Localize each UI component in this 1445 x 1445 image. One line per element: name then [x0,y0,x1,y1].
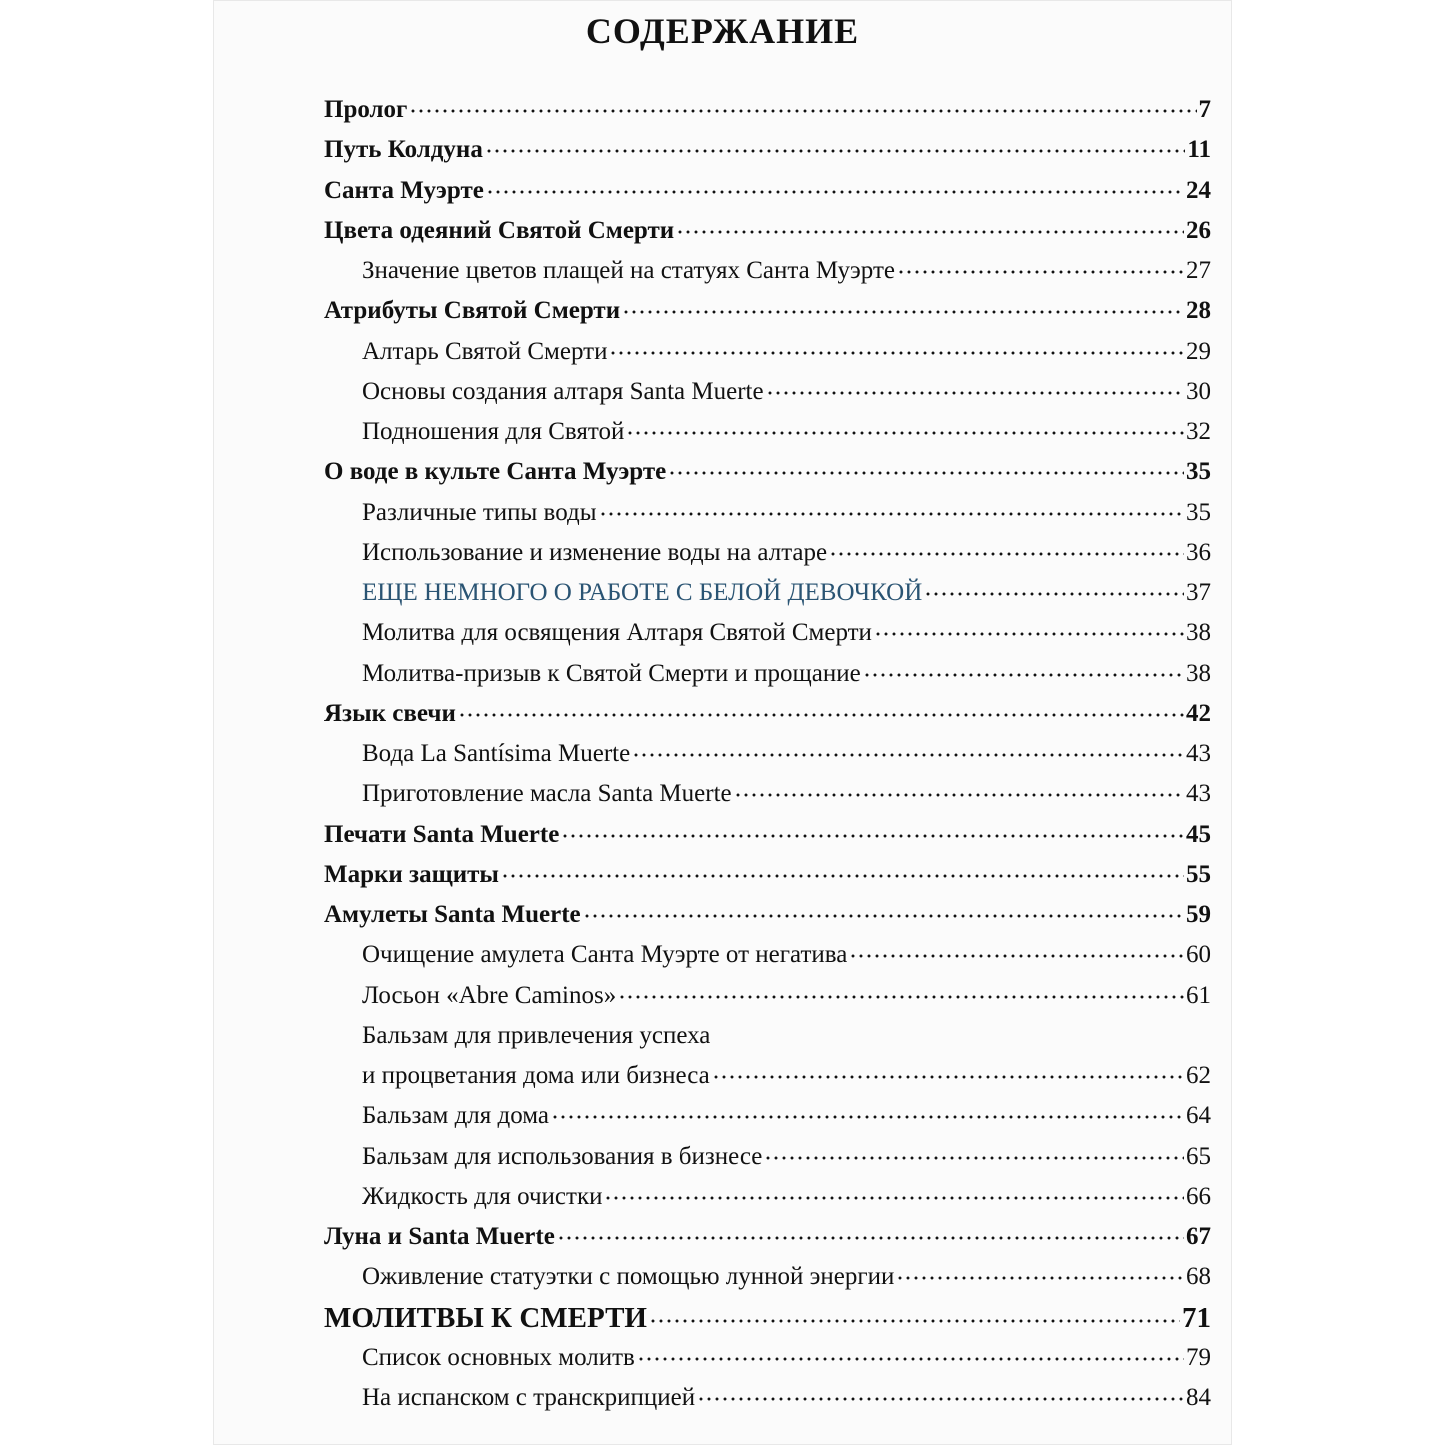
toc-entry-title: Молитва-призыв к Святой Смерти и прощание [362,659,861,687]
dot-leader [766,391,1184,395]
toc-entry-title: Амулеты Santa Muerte [324,901,581,928]
toc-entry [324,1137,1211,1177]
dot-leader [676,230,1184,234]
toc-entry-page: 24 [1186,176,1211,204]
toc-entry-title: Санта Муэрте [324,176,484,204]
toc-entry [324,895,1211,935]
toc-entry [324,774,1211,814]
dot-leader [897,270,1184,274]
dot-leader [618,995,1184,999]
dot-leader [626,431,1184,435]
dot-leader [924,592,1184,596]
toc-entry [324,855,1211,895]
dot-leader [599,512,1185,516]
page-title: СОДЕРЖАНИЕ [585,11,860,51]
toc-entry-title: Луна и Santa Muerte [324,1223,555,1250]
toc-entry-title: Значение цветов плащей на статуях Санта Муэрте [362,257,895,284]
toc-entry-title: Пролог [324,96,408,123]
dot-leader [604,1196,1184,1200]
toc-entry-title: О воде в культе Санта Муэрте [324,458,667,486]
toc-entry-title: Бальзам для дома [362,1102,550,1130]
toc-entry [324,976,1211,1016]
toc-entry-page: 28 [1186,297,1211,325]
toc-entry-title: Атрибуты Святой Смерти [324,297,621,325]
toc-entry [324,1217,1211,1257]
toc-entry-page: 32 [1186,418,1211,445]
toc-entry-page: 64 [1186,1102,1211,1130]
toc-entry [324,90,1211,130]
dot-leader [486,190,1184,194]
toc-entry-page: 84 [1186,1384,1211,1411]
toc-entry-page: 45 [1186,820,1211,848]
toc-entry-title: Использование и изменение воды на алтаре [362,538,828,566]
toc-entry-page: 26 [1186,216,1211,244]
toc-entry-page: 29 [1186,337,1211,365]
dot-leader [649,1319,1180,1323]
toc-entry [324,613,1211,653]
dot-leader [409,109,1196,113]
dot-leader [874,632,1184,636]
dot-leader [637,1357,1184,1361]
toc-entry-title: Различные типы воды [362,498,597,526]
toc-entry [324,1257,1211,1297]
dot-leader [697,1397,1184,1401]
toc-entry-page: 65 [1186,1142,1211,1170]
toc-entry-page: 55 [1186,860,1211,888]
book-page [213,0,1232,1445]
dot-leader [551,1115,1184,1119]
toc-entry [324,372,1211,412]
toc-entry [324,1177,1211,1217]
toc-entry [324,1298,1211,1338]
toc-entry-title: Бальзам для привлечения успеха [362,1021,711,1049]
toc-entry-title: Подношения для Святой [362,418,625,445]
toc-entry-page: 71 [1182,1301,1211,1334]
toc-entry-page: 62 [1186,1062,1211,1089]
toc-entry-title: Приготовление масла Santa Muerte [362,780,732,808]
dot-leader [849,954,1184,958]
toc-entry [324,533,1211,573]
toc-entry [324,1378,1211,1418]
toc-entry [324,1016,1211,1056]
dot-leader [501,874,1184,878]
toc-entry-page: 35 [1186,498,1211,526]
toc-entry-page: 30 [1186,377,1211,405]
toc-entry-page: 43 [1186,780,1211,808]
table-of-contents [324,90,1211,1418]
toc-entry-title: Алтарь Святой Смерти [362,337,608,365]
toc-entry-title: Бальзам для использования в бизнесе [362,1142,763,1170]
toc-entry [324,332,1211,372]
dot-leader [712,1075,1184,1079]
toc-entry-page: 61 [1186,981,1211,1009]
toc-entry-title: ЕЩЕ НЕМНОГО О РАБОТЕ С БЕЛОЙ ДЕВОЧКОЙ [362,579,923,606]
toc-entry-page: 35 [1186,458,1211,486]
toc-entry [324,815,1211,855]
toc-entry-page: 79 [1186,1343,1211,1371]
toc-entry-page: 36 [1186,538,1211,566]
dot-leader [557,1236,1184,1240]
dot-leader [764,1156,1184,1160]
dot-leader [734,793,1184,797]
toc-entry [324,493,1211,533]
toc-entry-page: 11 [1187,136,1211,164]
toc-entry [324,573,1211,613]
toc-entry-title: Молитва для освящения Алтаря Святой Смерти [362,619,872,647]
toc-entry-title: Путь Колдуна [324,136,483,164]
toc-entry-page: 68 [1186,1263,1211,1291]
dot-leader [609,351,1184,355]
dot-leader [632,753,1184,757]
toc-entry [324,654,1211,694]
toc-entry [324,1338,1211,1378]
toc-entry-title: Жидкость для очистки [362,1182,603,1210]
toc-entry [324,171,1211,211]
toc-entry-title: Лосьон «Abre Caminos» [362,981,617,1009]
toc-entry-title: Язык свечи [324,699,456,727]
toc-entry [324,1096,1211,1136]
toc-entry-title: и процветания дома или бизнеса [362,1062,710,1089]
toc-entry [324,412,1211,452]
toc-entry-title: Вода La Santísima Muerte [362,740,631,767]
toc-entry [324,291,1211,331]
toc-entry-title: МОЛИТВЫ К СМЕРТИ [324,1301,647,1334]
toc-entry-page: 59 [1186,901,1211,928]
toc-entry-page: 43 [1186,740,1211,767]
dot-leader [863,673,1184,677]
toc-entry-page: 38 [1186,619,1211,647]
toc-entry-title: Печати Santa Muerte [324,820,560,848]
toc-entry-title: Марки защиты [324,860,499,888]
toc-entry [324,130,1211,170]
toc-entry-page: 67 [1186,1223,1211,1250]
dot-leader [896,1276,1184,1280]
toc-entry-title: Основы создания алтаря Santa Muerte [362,377,764,405]
dot-leader [583,914,1184,918]
dot-leader [668,471,1184,475]
toc-entry [324,694,1211,734]
toc-entry [324,734,1211,774]
toc-entry-page: 27 [1186,257,1211,284]
toc-entry [324,452,1211,492]
toc-entry-page: 60 [1186,941,1211,969]
toc-entry [324,935,1211,975]
toc-entry-page: 38 [1186,659,1211,687]
toc-entry-title: Список основных молитв [362,1343,635,1371]
toc-entry-title: Цвета одеяний Святой Смерти [324,216,675,244]
dot-leader [561,834,1184,838]
dot-leader [622,310,1184,314]
toc-entry-page: 7 [1198,96,1211,123]
toc-entry [324,251,1211,291]
toc-entry [324,1056,1211,1096]
toc-entry-page: 37 [1186,579,1211,606]
toc-entry [324,211,1211,251]
toc-entry-page: 66 [1186,1182,1211,1210]
dot-leader [485,149,1186,153]
toc-entry-page: 42 [1186,699,1211,727]
dot-leader [458,713,1184,717]
toc-entry-title: Оживление статуэтки с помощью лунной энергии [362,1263,895,1291]
dot-leader [829,552,1184,556]
toc-entry-title: На испанском с транскрипцией [362,1384,696,1411]
toc-entry-title: Очищение амулета Санта Муэрте от негатива [362,941,848,969]
